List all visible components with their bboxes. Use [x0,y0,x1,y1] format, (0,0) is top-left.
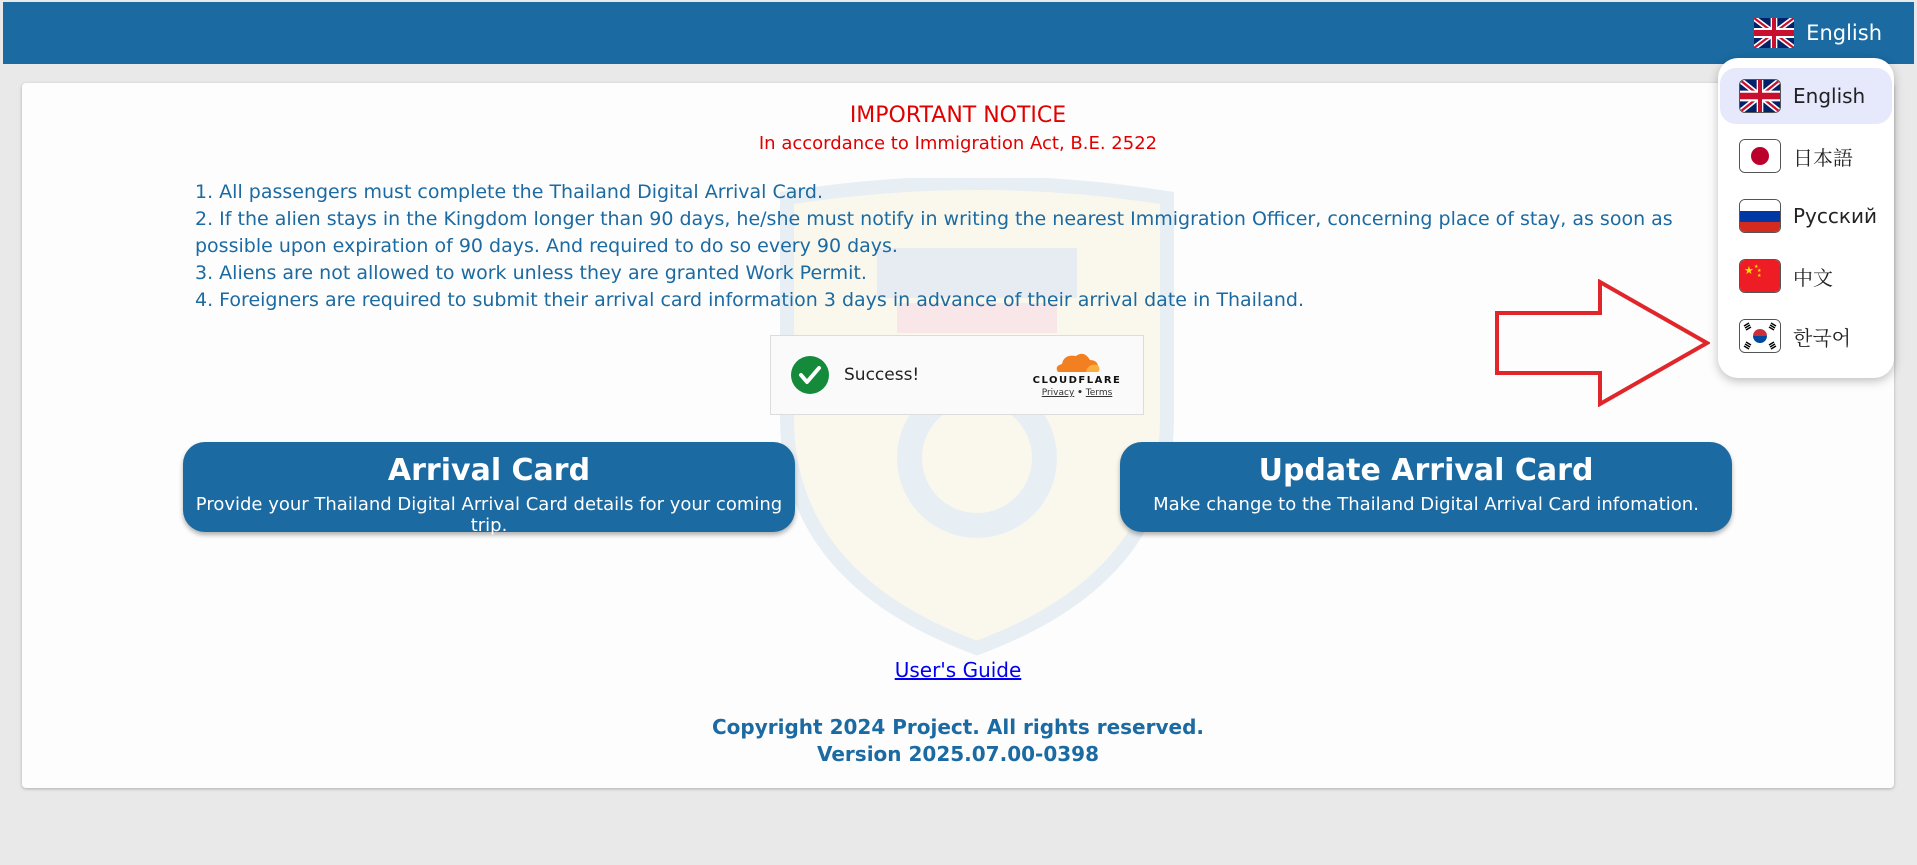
privacy-link[interactable]: Privacy [1041,388,1075,398]
cloudflare-logo [1029,350,1125,398]
cloudflare-cloud-icon [1052,350,1102,374]
uk-flag-icon [1739,79,1781,113]
notice-title: IMPORTANT NOTICE [849,103,1067,128]
notice-item: 4. Foreigners are required to submit their arrival card information 3 days in advance of their arrival date in Thailand. [195,289,1304,311]
notice-item: 1. All passengers must complete the Thailand Digital Arrival Card. [195,181,823,203]
language-option-label: Русский [1793,204,1877,228]
korea-flag-icon [1739,319,1781,353]
notice-subtitle: In accordance to Immigration Act, B.E. 2522 [758,133,1158,154]
japan-flag-icon [1739,139,1781,173]
cloudflare-wordmark: CLOUDFLARE [1032,375,1122,386]
svg-text:★: ★ [1757,273,1762,279]
terms-link[interactable]: Terms [1085,388,1113,398]
language-menu [1718,58,1894,378]
svg-text:★: ★ [1754,264,1759,270]
success-check-icon [791,356,829,394]
language-option-japanese[interactable] [1720,128,1892,184]
russia-flag-icon [1739,199,1781,233]
arrival-card-title: Arrival Card [387,453,591,488]
update-arrival-card-subtitle: Make change to the Thailand Digital Arrival Card infomation. [1153,494,1699,515]
current-language-label: English [1806,21,1882,45]
captcha-links [1029,388,1125,398]
language-selector[interactable] [1754,16,1882,50]
main-card [22,83,1894,788]
update-arrival-card-title: Update Arrival Card [1258,453,1594,488]
version-text: Version 2025.07.00-0398 [816,742,1099,766]
language-option-russian[interactable] [1720,188,1892,244]
annotation-arrow-icon [1494,279,1710,407]
users-guide-container [22,658,1894,682]
users-guide-link[interactable]: User's Guide [894,658,1022,682]
uk-flag-icon [1754,18,1794,48]
language-option-label: 日本語 [1793,145,1853,170]
language-option-label: 中文 [1793,265,1833,290]
update-arrival-card-button[interactable] [1120,442,1732,532]
language-option-chinese[interactable] [1720,248,1892,304]
arrival-card-button[interactable] [183,442,795,536]
language-option-label: 한국어 [1793,325,1851,350]
link-separator: • [1077,388,1083,398]
captcha-status: Success! [844,365,920,385]
notice-item: 2. If the alien stays in the Kingdom longer than 90 days, he/she must notify in writing the nearest Immigration Officer, concerning place of stay, as soon as possible upon expiration of 90 days. And required to do so every 90 days. [195,208,1673,257]
china-flag-icon [1739,259,1781,293]
cloudflare-turnstile-widget [770,335,1144,415]
copyright-text: Copyright 2024 Project. All rights reserved. [712,715,1204,739]
language-option-label: English [1793,84,1866,108]
arrival-card-subtitle: Provide your Thailand Digital Arrival Card details for your coming trip. [195,494,783,536]
notice-item: 3. Aliens are not allowed to work unless they are granted Work Permit. [195,262,867,284]
svg-text:★: ★ [1757,268,1762,274]
svg-text:★: ★ [1744,264,1754,277]
footer [22,714,1894,768]
top-bar [3,2,1914,64]
language-option-korean[interactable] [1720,308,1892,364]
language-option-english[interactable] [1720,68,1892,124]
